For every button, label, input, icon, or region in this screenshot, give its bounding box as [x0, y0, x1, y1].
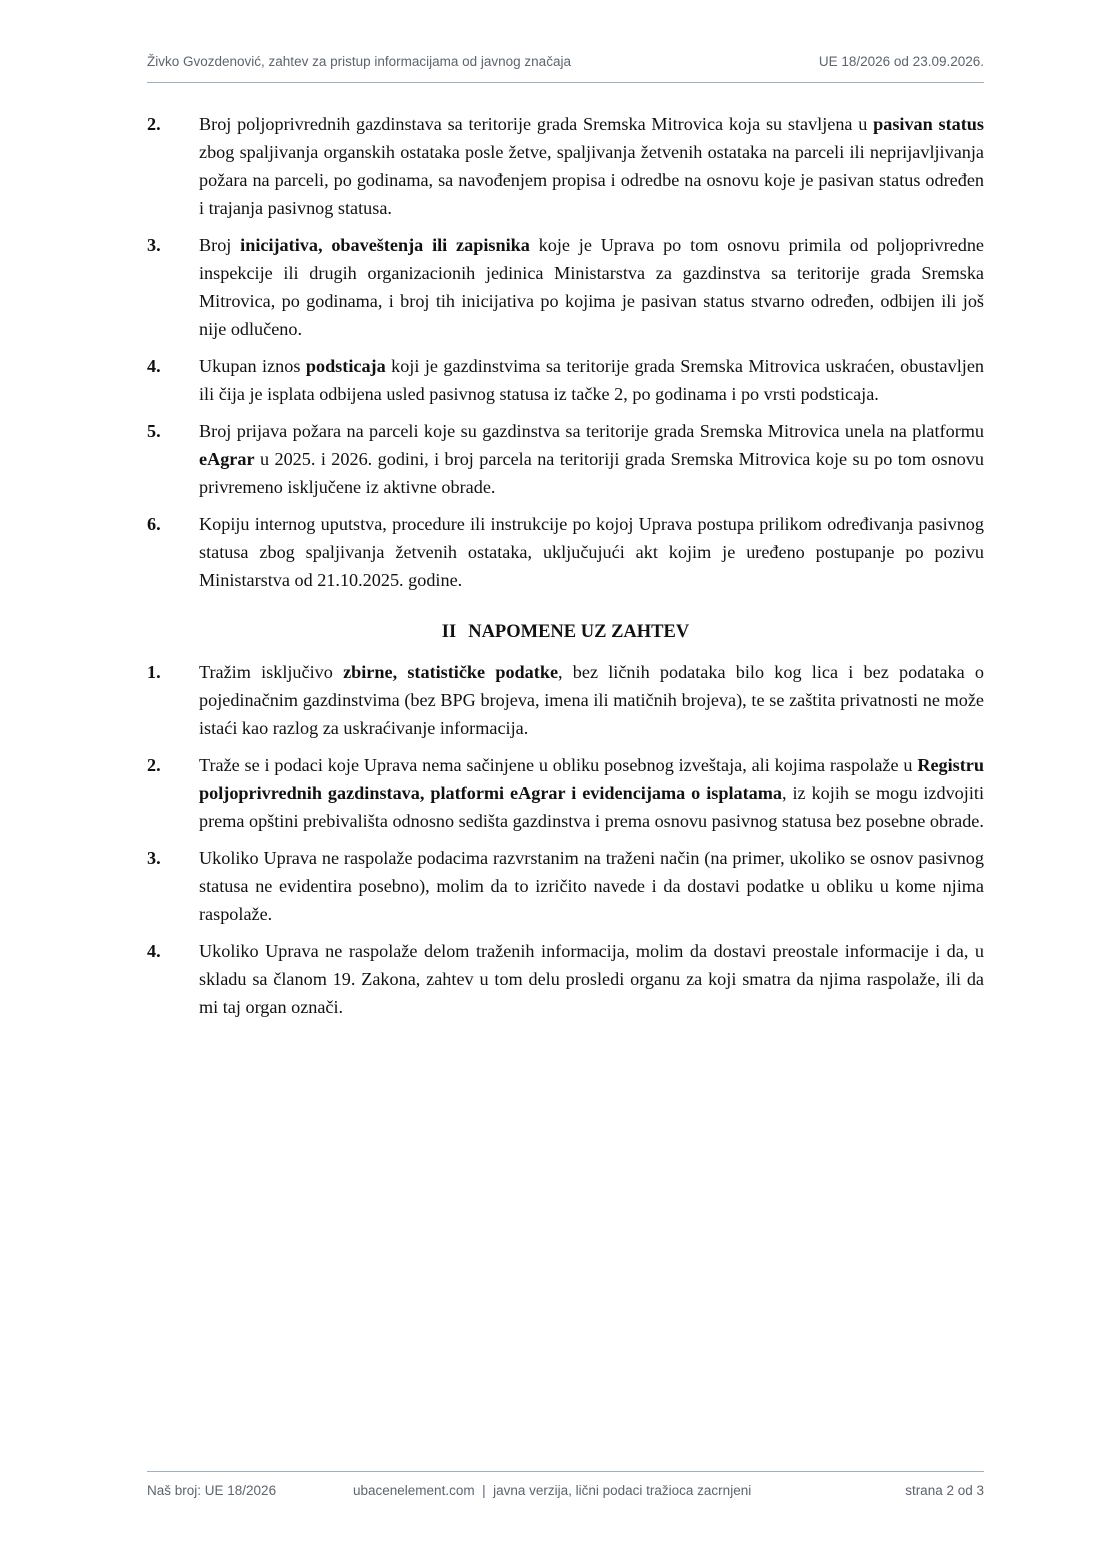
list-item	[147, 417, 984, 501]
bold-text-run: podsticaja	[305, 356, 386, 376]
text-run: , bez ličnih podataka bilo kog lica i bez podataka o pojedinačnim gazdinstvima (bez BPG brojeva, imena ili matičnih brojeva), te se zaštita privatnosti ne može istaći kao razlog za uskraćivanje informacija.	[199, 662, 984, 738]
bold-text-run: inicijativa, obaveštenja ili zapisnika	[240, 235, 530, 255]
item-text	[199, 658, 984, 742]
section-heading	[147, 618, 984, 646]
text-run: Broj poljoprivrednih gazdinstava sa teritorije grada Sremska Mitrovica koja su stavljena u	[199, 114, 874, 134]
item-number: 2.	[147, 114, 161, 134]
bold-text-run: pasivan status	[873, 114, 984, 134]
item-number: 4.	[147, 356, 161, 376]
item-number: 1.	[147, 662, 161, 682]
notes-list	[147, 658, 984, 1021]
item-number: 3.	[147, 848, 161, 868]
text-run: koje je Uprava po tom osnovu primila od poljoprivredne inspekcije ili drugih organizacionih jedinica Ministarstva za gazdinstva sa teritorije grada Sremska Mitrovica, po godinama, i broj tih inicijativa po kojima je pasivan status stvarno određen, odbijen ili još nije odlučeno.	[199, 235, 984, 339]
item-text	[199, 110, 984, 222]
text-run: Kopiju internog uputstva, procedure ili instrukcije po kojoj Uprava postupa prilikom određivanja pasivnog statusa zbog spaljivanja žetvenih ostataka, uključujući akt kojim je uređeno postupanje po pozivu Ministarstva od 21.10.2025. godine.	[199, 514, 984, 590]
list-item	[147, 751, 984, 835]
header-reference: UE 18/2026 od 23.09.2026.	[818, 54, 984, 69]
item-text	[199, 417, 984, 501]
list-item	[147, 658, 984, 742]
text-run: koji je gazdinstvima sa teritorije grada Sremska Mitrovica uskraćen, obustavljen ili čija je isplata odbijena usled pasivnog statusa iz tačke 2, po godinama i po vrsti podsticaja.	[199, 356, 984, 404]
bold-text-run: Registru poljoprivrednih gazdinstava, platformi eAgrar i evidencijama o isplatama	[199, 755, 984, 803]
item-number: 4.	[147, 941, 161, 961]
list-item	[147, 937, 984, 1021]
text-run: , iz kojih se mogu izdvojiti prema opštini prebivališta odnosno sedišta gazdinstva i prema osnovu pasivnog statusa bez posebne obrade.	[199, 783, 984, 831]
list-item	[147, 844, 984, 928]
text-run: Ukoliko Uprava ne raspolaže podacima razvrstanim na traženi način (na primer, ukoliko se osnov pasivnog statusa ne evidentira posebno), molim da to izričito navede i da dostavi podatke u obliku u kome njima raspolaže.	[199, 848, 984, 924]
list-item	[147, 110, 984, 222]
list-item	[147, 231, 984, 343]
text-run: zbog spaljivanja organskih ostataka posle žetve, spaljivanja žetvenih ostataka na parceli ili neprijavljivanja požara na parceli, po godinama, sa navođenjem propisa i odredbe na osnovu koje je pasivan status određen i trajanja pasivnog statusa.	[199, 142, 984, 218]
text-run: u 2025. i 2026. godini, i broj parcela na teritoriji grada Sremska Mitrovica koje su po tom osnovu privremeno isključene iz aktivne obrade.	[199, 449, 984, 497]
page-header	[147, 54, 984, 83]
item-text	[199, 352, 984, 408]
item-number: 6.	[147, 514, 161, 534]
request-list	[147, 110, 984, 594]
page-number: strana 2 od 3	[905, 1483, 984, 1498]
page-footer	[147, 1471, 984, 1502]
item-text	[199, 844, 984, 928]
item-text	[199, 937, 984, 1021]
footer-reference: Naš broj: UE 18/2026	[147, 1483, 277, 1498]
item-text	[199, 510, 984, 594]
item-number: 5.	[147, 421, 161, 441]
text-run: Ukoliko Uprava ne raspolaže delom traženih informacija, molim da dostavi preostale informacije i da, u skladu sa članom 19. Zakona, zahtev u tom delu prosledi organu za koji smatra da njima raspolaže, ili da mi taj organ označi.	[199, 941, 984, 1017]
list-item	[147, 352, 984, 408]
document-body	[147, 110, 984, 1030]
list-item	[147, 510, 984, 594]
bold-text-run: eAgrar	[199, 449, 255, 469]
item-number: 3.	[147, 235, 161, 255]
text-run: Traže se i podaci koje Uprava nema sačinjene u obliku posebnog izveštaja, ali kojima raspolaže u	[199, 755, 918, 775]
text-run: Broj prijava požara na parceli koje su gazdinstva sa teritorije grada Sremska Mitrovica unela na platformu	[199, 421, 984, 441]
section-roman-numeral: II	[441, 622, 457, 642]
footer-site-note: ubacenelement.com | javna verzija, lični podaci tražioca zacrnjeni	[353, 1483, 752, 1498]
item-text	[199, 231, 984, 343]
text-run: Ukupan iznos	[199, 356, 306, 376]
item-text	[199, 751, 984, 835]
section-title: NAPOMENE UZ ZAHTEV	[468, 622, 690, 642]
header-title: Živko Gvozdenović, zahtev za pristup informacijama od javnog značaja	[147, 54, 571, 69]
bold-text-run: zbirne, statističke podatke	[343, 662, 559, 682]
text-run: Tražim isključivo	[199, 662, 344, 682]
item-number: 2.	[147, 755, 161, 775]
text-run: Broj	[199, 235, 241, 255]
